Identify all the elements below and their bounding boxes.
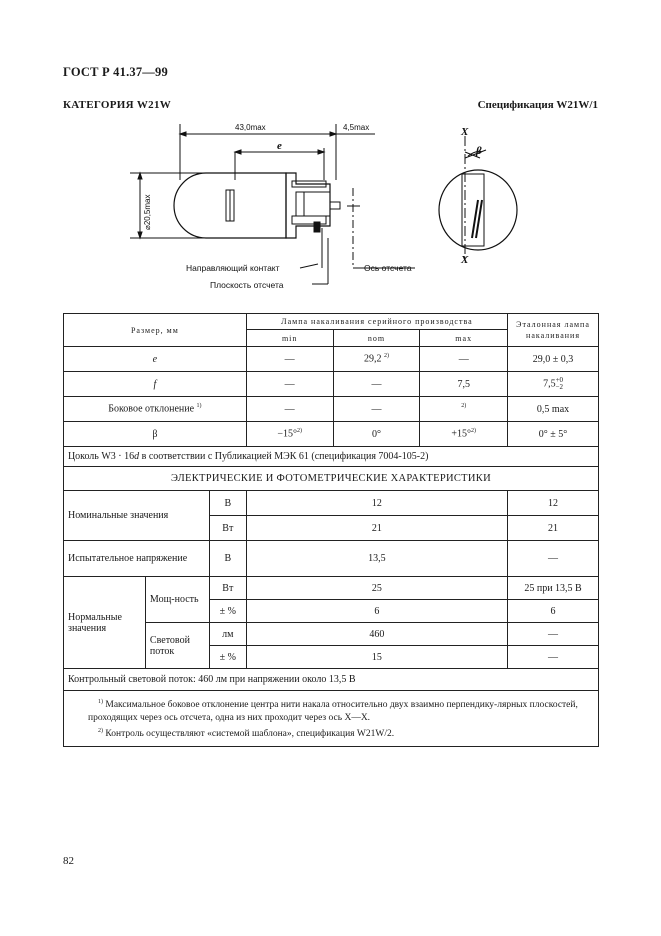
header-min: min [246,330,333,347]
control-flux-row [64,669,599,691]
table-row [64,397,599,422]
base-row [64,447,599,467]
category-title: КАТЕГОРИЯ W21W [63,99,172,111]
test-label: Испытательное напряжение [64,541,210,577]
header-serial: Лампа накаливания серийного производства [246,314,507,330]
flux-unit-lm: лм [209,623,246,646]
table-row [64,372,599,397]
power-ref: 25 при 13,5 В [508,577,599,600]
table-row [64,577,599,600]
nominal-value-v: 12 [246,491,507,516]
table-row [64,491,599,516]
table-header-row [64,314,599,330]
row-f-max: 7,5 [420,372,508,397]
row-e-min: — [246,347,333,372]
section-title: ЭЛЕКТРИЧЕСКИЕ И ФОТОМЕТРИЧЕСКИЕ ХАРАКТЕРИСТИКИ [64,467,599,491]
row-deviation-ref: 0,5 max [508,397,599,422]
row-f-name: f [64,372,247,397]
power-label: Мощ-ность [145,577,209,623]
dim-diameter-label: ⌀20,5max [143,194,152,230]
flux-label: Световой поток [145,623,209,669]
power-tolerance: 6 [246,600,507,623]
row-beta-name: β [64,422,247,447]
base-text: Цоколь W3 · 16d в соответствии с Публикацией МЭК 61 (спецификация 7004-105-2) [64,447,599,467]
dim-total-label: 43,0max [235,123,266,132]
nominal-ref-w: 21 [508,516,599,541]
row-deviation-min: — [246,397,333,422]
header-dimension: Размер, мм [64,314,247,347]
row-e-ref: 29,0 ± 0,3 [508,347,599,372]
test-unit: В [209,541,246,577]
row-beta-max: +15°$^{2)}$ [420,422,508,447]
header-max: max [420,330,508,347]
axis-x-bottom: X [461,254,469,266]
test-ref: — [508,541,599,577]
lamp-drawing [60,118,620,300]
flux-unit-pct: ± % [209,646,246,669]
footnote-2: $^{2)}$ Контроль осуществляют «системой шаблона», спецификация W21W/2. [98,728,395,740]
beta-label: β [476,145,482,157]
power-value: 25 [246,577,507,600]
flux-tolerance: 15 [246,646,507,669]
header-reference: Эталонная лампа накаливания [508,314,599,347]
row-beta-ref: 0° ± 5° [508,422,599,447]
standard-title: ГОСТ Р 41.37—99 [63,65,168,79]
normal-label: Нормальные значения [64,577,146,669]
flux-tolerance-ref: — [508,646,599,669]
row-deviation-max: 2) [420,397,508,422]
footnotes [64,691,599,747]
page-number: 82 [63,855,74,867]
row-e-nom: 29,2 $^{2)}$ [333,347,420,372]
power-unit-w: Вт [209,577,246,600]
nominal-value-w: 21 [246,516,507,541]
footnote-1: $^{1)}$ Максимальное боковое отклонение центра нити накала относительно двух взаимно перпендику-лярных плоскостей, проходящих через ось отсчета, одна из них проходит через ось X—X. [88,698,578,723]
row-beta-nom: 0° [333,422,420,447]
reference-axis-label: Ось отсчета [364,263,412,273]
power-unit-pct: ± % [209,600,246,623]
table-row [64,347,599,372]
reference-plane-label: Плоскость отсчета [210,280,284,290]
dim-e-label: e [277,140,282,152]
guide-contact-label: Направляющий контакт [186,263,280,273]
table-row [64,541,599,577]
flux-value: 460 [246,623,507,646]
table-row [64,422,599,447]
specification-title: Спецификация W21W/1 [477,99,598,111]
spec-table [63,313,599,747]
nominal-unit-v: В [209,491,246,516]
dim-base-label: 4,5max [343,123,370,132]
nominal-unit-w: Вт [209,516,246,541]
row-f-nom: — [333,372,420,397]
row-e-max: — [420,347,508,372]
row-f-ref: 7,5+0 −2 [508,372,599,397]
test-value: 13,5 [246,541,507,577]
flux-ref: — [508,623,599,646]
nominal-ref-v: 12 [508,491,599,516]
nominal-label: Номинальные значения [64,491,210,541]
row-f-min: — [246,372,333,397]
notes-row [64,691,599,747]
control-flux-text: Контрольный световой поток: 460 лм при напряжении около 13,5 В [64,669,599,691]
section-row [64,467,599,491]
header-nom: nom [333,330,420,347]
row-e-name: e [64,347,247,372]
axis-x-top: X [461,126,469,138]
row-deviation-nom: — [333,397,420,422]
power-tolerance-ref: 6 [508,600,599,623]
row-deviation-name: Боковое отклонение $^{1)}$ [64,397,247,422]
row-beta-min: −15°$^{2)}$ [246,422,333,447]
